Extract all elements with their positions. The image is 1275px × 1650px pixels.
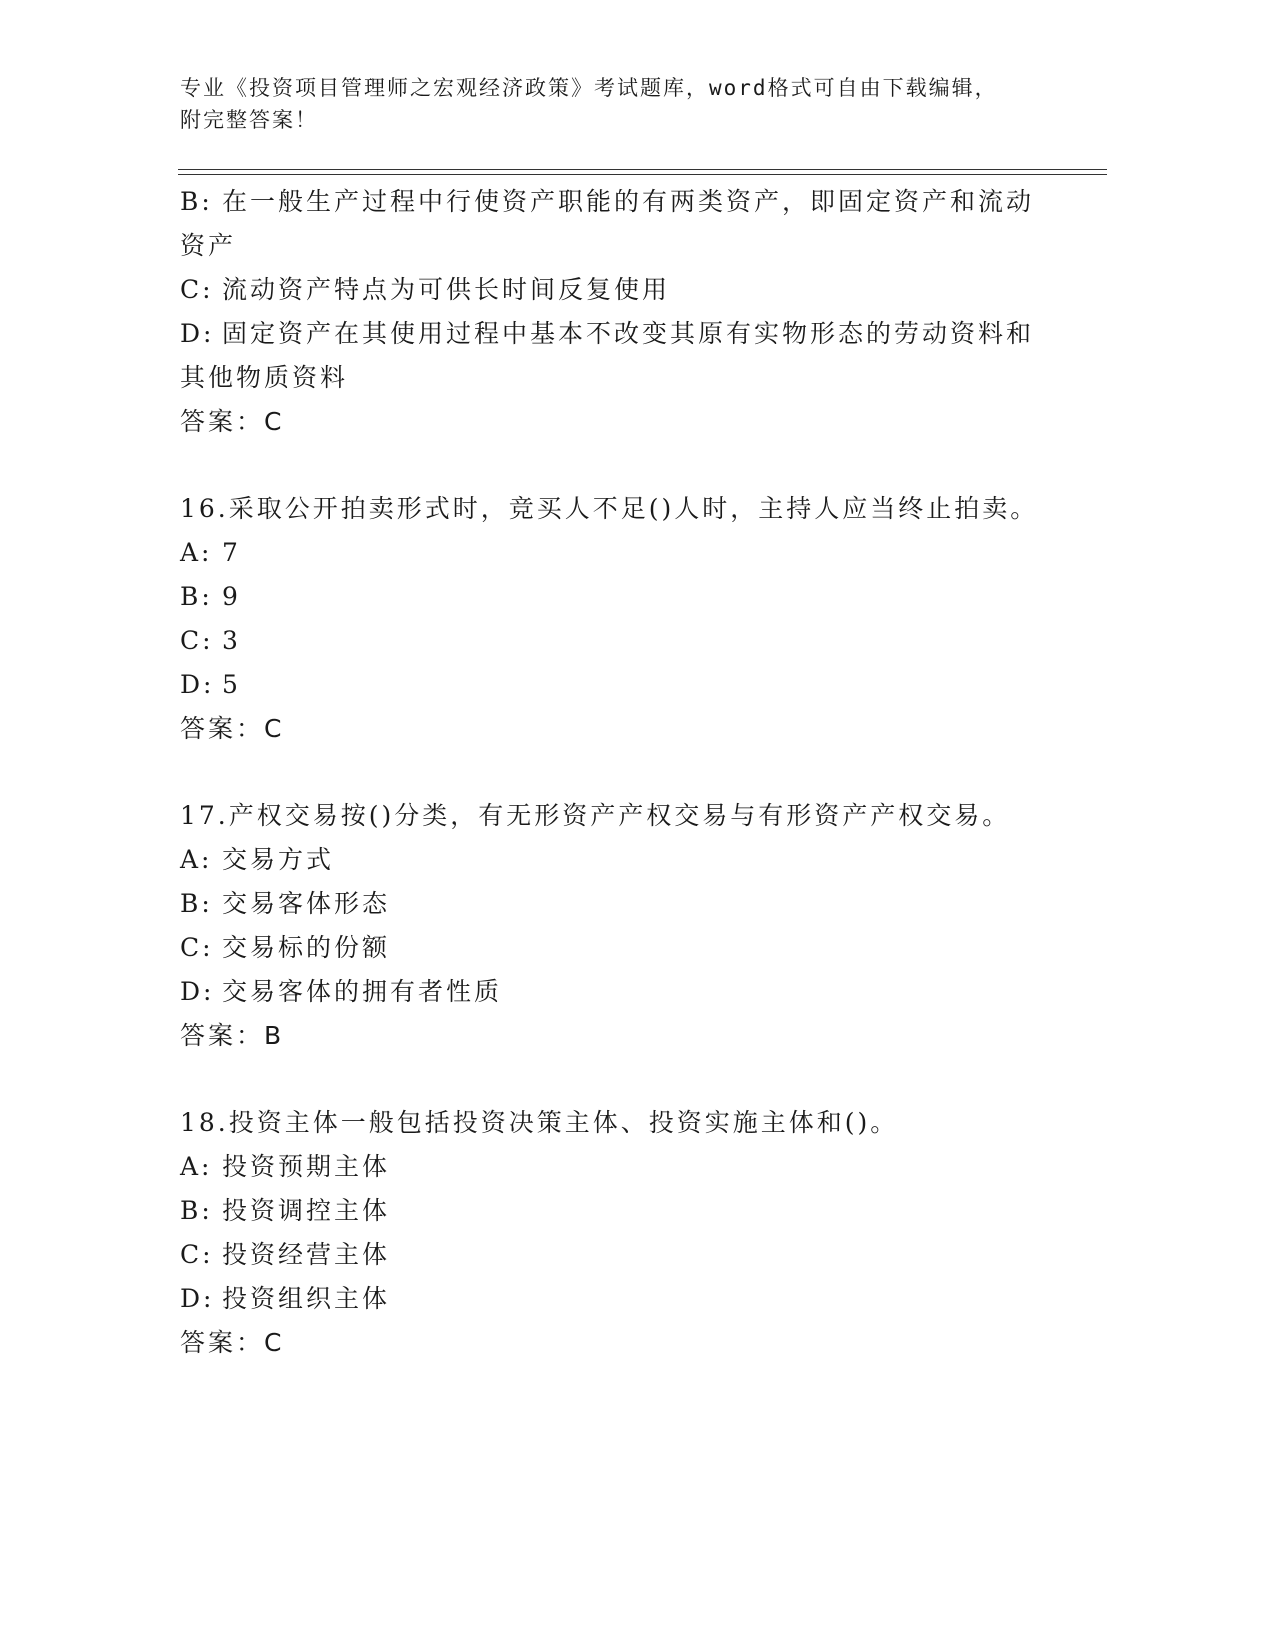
option-b <box>180 1189 1040 1233</box>
option-c <box>180 1233 1040 1277</box>
option-text: 投资组织主体 <box>222 1284 391 1313</box>
option-b <box>180 180 1040 224</box>
question-stem: 18.投资主体一般包括投资决策主体、投资实施主体和()。 <box>180 1108 899 1137</box>
option-text-line-2: 资产 <box>180 231 237 260</box>
option-a <box>180 1145 1040 1189</box>
answer-line: 答案：B <box>180 1021 285 1050</box>
option-a <box>180 838 1040 882</box>
option-letter: C: <box>180 626 214 655</box>
header-divider-bottom <box>178 174 1107 175</box>
answer-line: 答案：C <box>180 407 285 436</box>
option-text <box>222 180 1040 224</box>
option-letter: D: <box>180 977 215 1006</box>
header-line-2: 附完整答案！ <box>180 108 318 132</box>
option-letter: D: <box>180 319 215 348</box>
option-d <box>180 312 1040 356</box>
option-letter: B: <box>180 187 213 216</box>
option-text <box>222 312 1040 356</box>
option-letter: A: <box>180 538 213 567</box>
option-d <box>180 1277 1040 1321</box>
option-text: 9 <box>222 582 241 611</box>
option-b <box>180 575 1040 619</box>
header-line-1: 专业《投资项目管理师之宏观经济政策》考试题库，word格式可自由下载编辑， <box>180 76 998 100</box>
option-text-line-1: 固定资产在其使用过程中基本不改变其原有实物形态的劳动资料和 <box>222 319 1035 348</box>
option-text-line-1: 在一般生产过程中行使资产职能的有两类资产，即固定资产和流动 <box>222 187 1035 216</box>
option-letter: B: <box>180 582 213 611</box>
option-text: 流动资产特点为可供长时间反复使用 <box>222 275 671 304</box>
question-17 <box>180 794 1040 1058</box>
option-d <box>180 663 1040 707</box>
question-16 <box>180 487 1040 751</box>
option-text: 投资预期主体 <box>222 1152 391 1181</box>
header-divider-top <box>178 169 1107 170</box>
option-text: 交易方式 <box>222 845 335 874</box>
answer-line: 答案：C <box>180 1328 285 1357</box>
option-text: 交易客体的拥有者性质 <box>222 977 503 1006</box>
question-18 <box>180 1101 1040 1365</box>
option-c <box>180 926 1040 970</box>
option-letter: B: <box>180 1196 213 1225</box>
document-header <box>180 72 1030 136</box>
option-letter: C: <box>180 275 214 304</box>
option-text: 投资调控主体 <box>222 1196 391 1225</box>
option-a <box>180 531 1040 575</box>
answer-line: 答案：C <box>180 714 285 743</box>
option-letter: C: <box>180 933 214 962</box>
option-text: 投资经营主体 <box>222 1240 391 1269</box>
spacer <box>180 751 1040 794</box>
option-text: 3 <box>222 626 241 655</box>
option-b <box>180 882 1040 926</box>
option-letter: A: <box>180 1152 213 1181</box>
spacer <box>180 444 1040 487</box>
spacer <box>180 1058 1040 1101</box>
question-stem: 17.产权交易按()分类，有无形资产产权交易与有形资产产权交易。 <box>180 801 1011 830</box>
option-d <box>180 970 1040 1014</box>
option-text: 5 <box>222 670 241 699</box>
option-text: 交易客体形态 <box>222 889 391 918</box>
option-text: 7 <box>222 538 241 567</box>
option-letter: D: <box>180 670 215 699</box>
option-letter: A: <box>180 845 213 874</box>
document-body <box>180 180 1040 1365</box>
question-15-continued <box>180 180 1040 444</box>
option-text-line-2: 其他物质资料 <box>180 363 349 392</box>
option-text: 交易标的份额 <box>222 933 391 962</box>
option-letter: C: <box>180 1240 214 1269</box>
question-stem: 16.采取公开拍卖形式时，竞买人不足()人时，主持人应当终止拍卖。 <box>180 494 1039 523</box>
option-c <box>180 619 1040 663</box>
option-letter: B: <box>180 889 213 918</box>
option-letter: D: <box>180 1284 215 1313</box>
option-c <box>180 268 1040 312</box>
